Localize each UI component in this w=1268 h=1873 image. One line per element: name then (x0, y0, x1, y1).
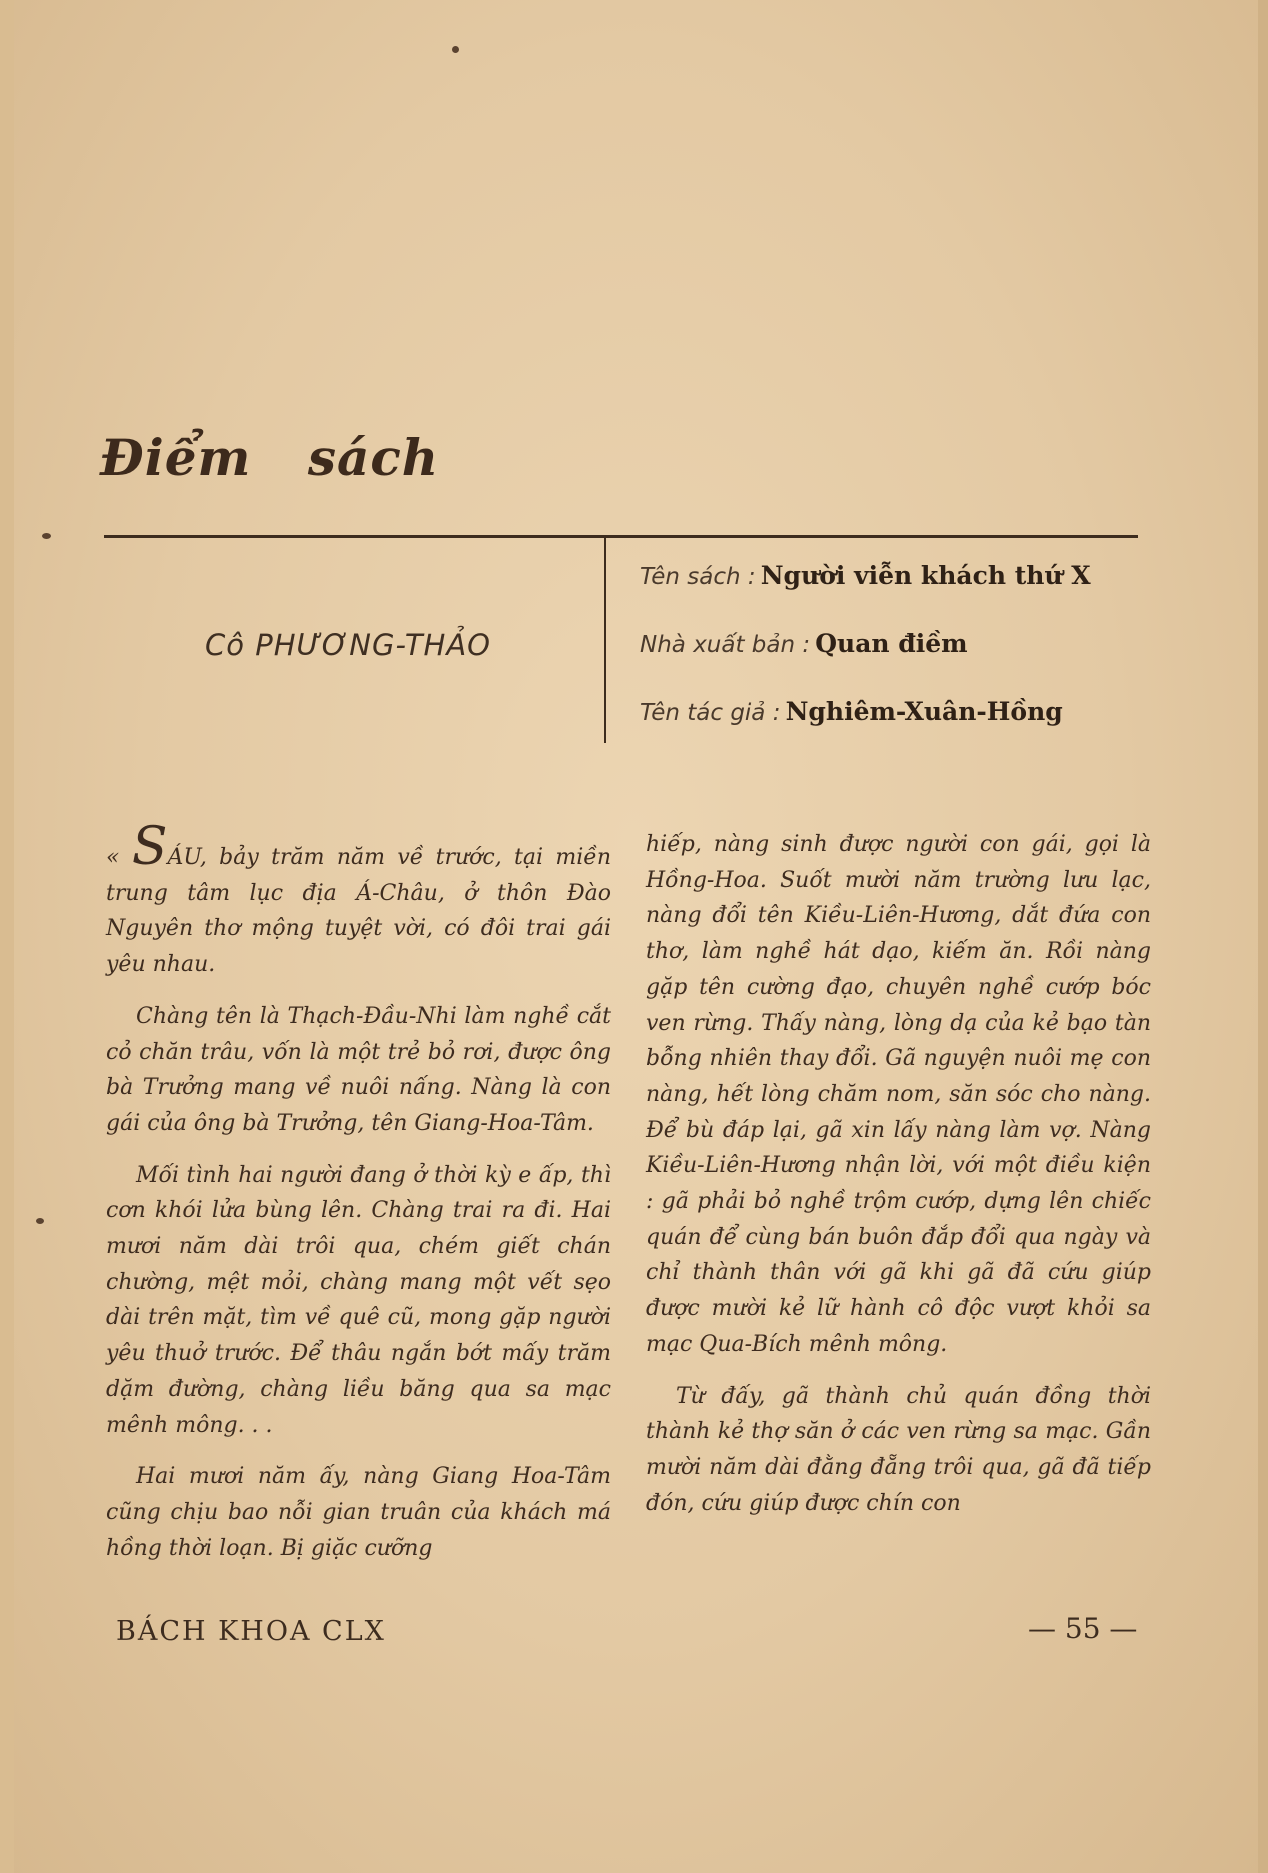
paragraph: Mối tình hai người đang ở thời kỳ e ấp, thì cơn khói lửa bùng lên. Chàng trai ra đi. Hai mươi năm dài trôi qua, chém giết chán chường, mệt mỏi, chàng mang một vết sẹo dài trên mặt, tìm về quê cũ, mong gặp người yêu thuở trước. Để thâu ngắn bớt mấy trăm dặm đường, chàng liều băng qua sa mạc mênh mông. . . (106, 1162, 611, 1438)
book-title: Người viễn khách thứ X (760, 561, 1091, 590)
book-info (640, 555, 1160, 759)
paper-speck (452, 46, 459, 53)
page-edge-left (0, 0, 14, 1873)
quote-mark: « (106, 845, 120, 870)
text-column-left (106, 817, 611, 1582)
text-column-right (646, 827, 1151, 1537)
book-info-label: Tên tác giả : (640, 700, 781, 726)
header-divider (604, 538, 606, 743)
book-info-row (640, 691, 1160, 759)
magazine-footer: BÁCH KHOA CLX (116, 1616, 386, 1647)
page-number: — 55 — (1028, 1612, 1138, 1645)
page-edge-right (1258, 0, 1268, 1873)
paper-speck (42, 533, 51, 539)
paper-speck (36, 1218, 44, 1224)
paragraph: Từ đấy, gã thành chủ quán đồng thời thành kẻ thợ săn ở các ven rừng sa mạc. Gần mười năm dài đằng đẵng trôi qua, gã đã tiếp đón, cứu giúp được chín con (646, 1383, 1151, 1516)
book-info-row (640, 623, 1160, 691)
book-info-label: Tên sách : (640, 564, 756, 590)
paragraph (106, 817, 611, 983)
header-rule (104, 535, 1138, 538)
section-title: Điểm sách (100, 428, 440, 487)
book-info-row (640, 555, 1160, 623)
book-info-label: Nhà xuất bản : (640, 632, 811, 658)
paragraph: Hai mươi năm ấy, nàng Giang Hoa-Tâm cũng chịu bao nỗi gian truân của khách má hồng thời loạn. Bị giặc cưỡng (106, 1464, 611, 1561)
paragraph-text: ÁU, bảy trăm năm về trước, tại miền trung tâm lục địa Á-Châu, ở thôn Đào Nguyên thơ mộng tuyệt vời, có đôi trai gái yêu nhau. (106, 845, 611, 978)
book-author: Nghiêm-Xuân-Hồng (785, 697, 1063, 726)
book-publisher: Quan điềm (815, 629, 968, 658)
paragraph: Chàng tên là Thạch-Đầu-Nhi làm nghề cắt cỏ chăn trâu, vốn là một trẻ bỏ rơi, được ông bà Trưởng mang về nuôi nấng. Nàng là con gái của ông bà Trưởng, tên Giang-Hoa-Tâm. (106, 1003, 611, 1136)
reviewer-name: Cô PHƯƠNG-THẢO (205, 628, 492, 662)
drop-cap: S (131, 817, 168, 877)
paragraph: hiếp, nàng sinh được người con gái, gọi là Hồng-Hoa. Suốt mười năm trường lưu lạc, nàng đổi tên Kiều-Liên-Hương, dắt đứa con thơ, làm nghề hát dạo, kiếm ăn. Rồi nàng gặp tên cường đạo, chuyên nghề cướp bóc ven rừng. Thấy nàng, lòng dạ của kẻ bạo tàn bỗng nhiên thay đổi. Gã nguyện nuôi mẹ con nàng, hết lòng chăm nom, săn sóc cho nàng. Để bù đáp lại, gã xin lấy nàng làm vợ. Nàng Kiều-Liên-Hương nhận lời, với một điều kiện : gã phải bỏ nghề trộm cướp, dựng lên chiếc quán để cùng bán buôn đắp đổi qua ngày và chỉ thành thân với gã khi gã đã cứu giúp được mười kẻ lữ hành cô độc vượt khỏi sa mạc Qua-Bích mênh mông. (646, 832, 1151, 1357)
